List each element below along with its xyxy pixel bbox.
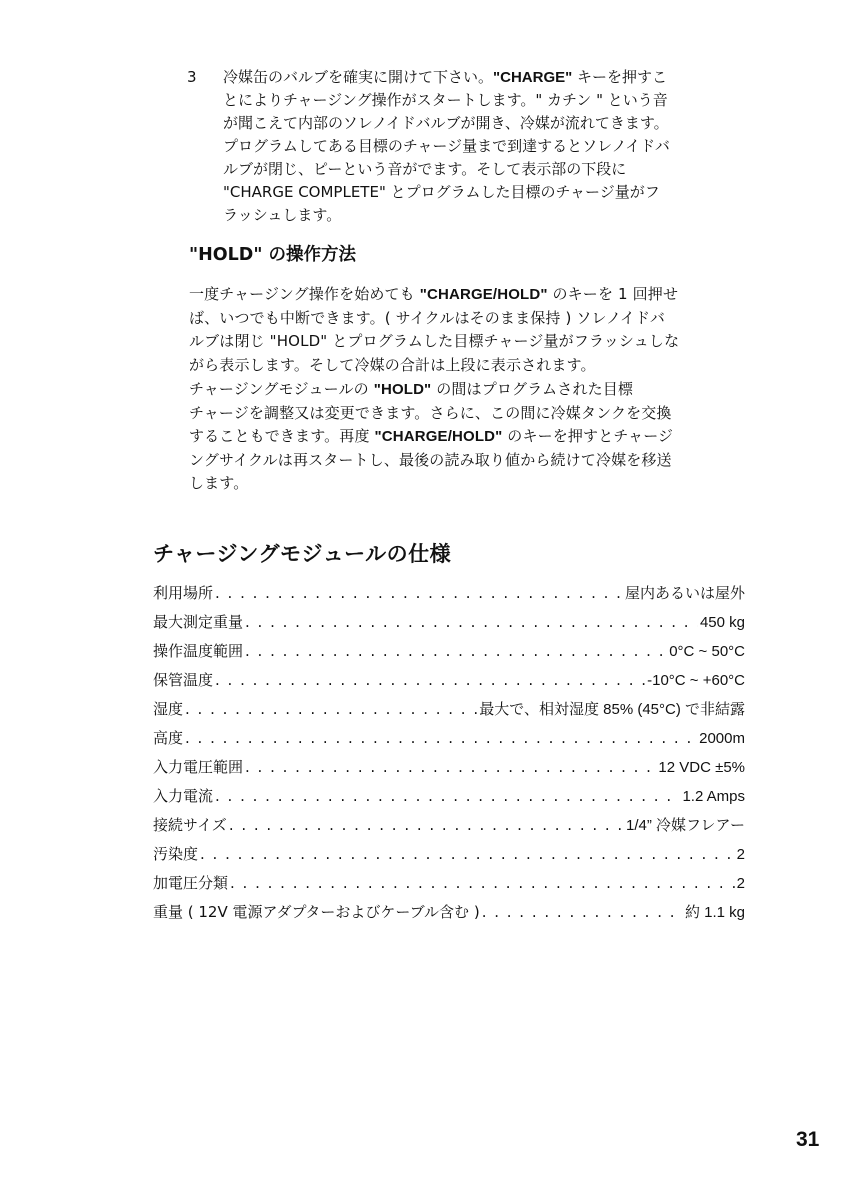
paragraph-line: することもできます。再度 "CHARGE/HOLD" のキーを押すとチャージ — [189, 427, 674, 446]
spec-value: 1/4” 冷媒フレアー — [626, 817, 745, 834]
dot-leader — [245, 613, 698, 631]
spec-label: 操作温度範囲 — [153, 642, 244, 660]
dot-leader — [229, 816, 624, 834]
dot-leader — [482, 903, 683, 921]
spec-value: 2000m — [699, 730, 745, 747]
spec-label: 接続サイズ — [153, 816, 227, 834]
paragraph-line: チャージングモジュールの "HOLD" の間はプログラムされた目標 — [189, 380, 634, 398]
spec-row-location — [153, 582, 745, 611]
spec-value: 0°C ~ 50°C — [669, 643, 745, 660]
dot-leader — [245, 642, 667, 660]
paragraph-line: します。 — [189, 474, 249, 493]
step-number: 3 — [187, 68, 197, 86]
spec-value: 2 — [736, 875, 745, 892]
spec-row-altitude — [153, 727, 745, 756]
spec-label: 湿度 — [153, 700, 184, 718]
paragraph-line: ば、いつでも中断できます。( サイクルはそのまま保持 ) ソレノイドバ — [189, 308, 666, 327]
spec-label: 最大測定重量 — [153, 613, 244, 631]
page-number: 31 — [796, 1128, 820, 1151]
hold-heading: "HOLD" の操作方法 — [189, 245, 357, 265]
spec-row-storage-temp — [153, 669, 745, 698]
step-line: プログラムしてある目標のチャージ量まで到達するとソレノイドバ — [223, 137, 670, 155]
spec-value: 約 1.1 kg — [684, 904, 745, 921]
dot-leader — [200, 845, 735, 863]
spec-value: -10°C ~ +60°C — [647, 672, 745, 689]
spec-row-connection-size — [153, 814, 745, 843]
spec-row-humidity — [153, 698, 745, 727]
spec-label: 入力電圧範囲 — [153, 758, 244, 776]
paragraph-line: チャージを調整又は変更できます。さらに、この間に冷媒タンクを交換 — [189, 403, 672, 422]
step-line: "CHARGE COMPLETE" とプログラムした目標のチャージ量がフ — [223, 183, 660, 201]
paragraph-line: がら表示します。そして冷媒の合計は上段に表示されます。 — [189, 355, 596, 374]
spec-row-max-weight — [153, 611, 745, 640]
spec-value: 屋内あるいは屋外 — [624, 585, 745, 602]
dot-leader — [215, 671, 645, 689]
spec-value: 最大で、相対湿度 85% (45°C) で非結露 — [479, 701, 745, 718]
paragraph-line: 一度チャージング操作を始めても "CHARGE/HOLD" のキーを 1 回押せ — [189, 285, 679, 303]
spec-value: 2 — [736, 846, 745, 863]
spec-value: 12 VDC ±5% — [658, 759, 745, 776]
spec-row-input-current — [153, 785, 745, 814]
spec-value: 1.2 Amps — [682, 788, 745, 805]
dot-leader — [185, 729, 697, 747]
spec-label: 加電圧分類 — [153, 874, 229, 892]
spec-label: 利用場所 — [153, 584, 214, 602]
spec-row-overvoltage-category — [153, 872, 745, 901]
dot-leader — [230, 874, 735, 892]
dot-leader — [215, 584, 623, 602]
dot-leader — [245, 758, 656, 776]
step-line: ルブが閉じ、ピーという音がでます。そして表示部の下段に — [223, 160, 627, 178]
spec-label: 重量 ( 12V 電源アダプターおよびケーブル含む ) — [153, 903, 480, 921]
section-title: チャージングモジュールの仕様 — [153, 542, 452, 566]
spec-row-weight — [153, 901, 745, 930]
spec-row-operating-temp — [153, 640, 745, 669]
dot-leader — [185, 700, 477, 718]
spec-row-input-voltage — [153, 756, 745, 785]
paragraph-line: ングサイクルは再スタートし、最後の読み取り値から続けて冷媒を移送 — [189, 450, 672, 469]
hold-paragraph-1 — [189, 283, 749, 377]
spec-value: 450 kg — [699, 614, 745, 631]
hold-paragraph-2 — [189, 378, 749, 496]
dot-leader — [215, 787, 680, 805]
spec-label: 入力電流 — [153, 787, 214, 805]
spec-label: 保管温度 — [153, 671, 214, 689]
step-line: ラッシュします。 — [223, 206, 342, 224]
step-line: とによりチャージング操作がスタートします。" カチン " という音 — [223, 91, 668, 109]
step-line: 冷媒缶のバルブを確実に開けて下さい。"CHARGE" キーを押すこ — [223, 68, 668, 86]
spec-label: 汚染度 — [153, 845, 199, 863]
spec-list — [153, 582, 745, 930]
spec-label: 高度 — [153, 729, 184, 747]
step-line: が聞こえて内部のソレノイドバルブが開き、冷媒が流れてきます。 — [223, 114, 669, 132]
paragraph-line: ルブは閉じ "HOLD" とプログラムした目標チャージ量がフラッシュしな — [189, 332, 680, 351]
spec-row-pollution-degree — [153, 843, 745, 872]
